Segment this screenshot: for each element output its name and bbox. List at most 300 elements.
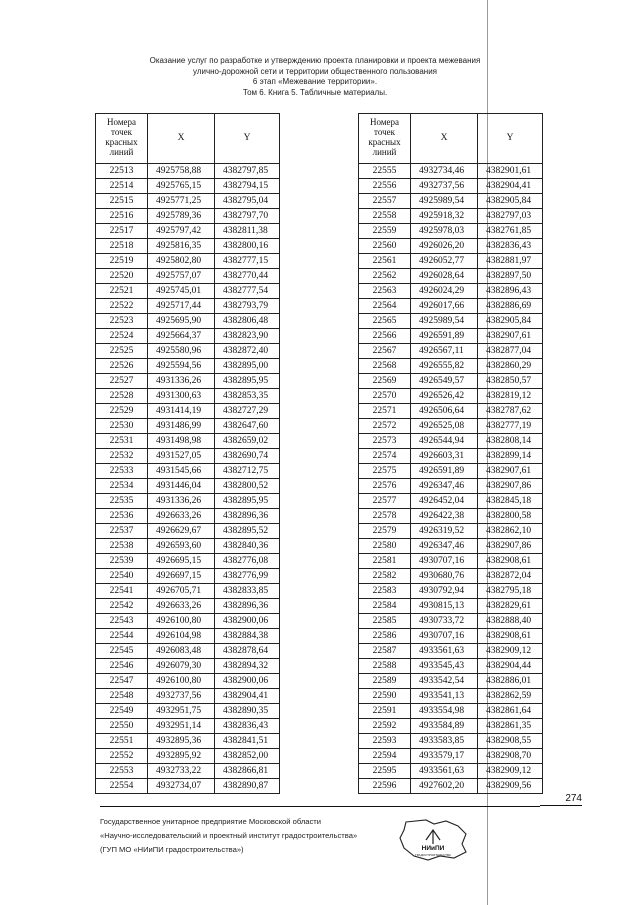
column-header-x: X — [411, 114, 478, 164]
x-coordinate-cell: 4925664,37 — [148, 329, 215, 344]
table-row — [96, 404, 280, 419]
table-row — [96, 689, 280, 704]
x-coordinate-cell: 4925580,96 — [148, 344, 215, 359]
point-number-cell: 22539 — [96, 554, 148, 569]
point-number-cell: 22548 — [96, 689, 148, 704]
y-coordinate-cell: 4382862,10 — [478, 524, 543, 539]
x-coordinate-cell: 4926567,11 — [411, 344, 478, 359]
x-coordinate-cell: 4930733,72 — [411, 614, 478, 629]
y-coordinate-cell: 4382897,50 — [478, 269, 543, 284]
x-coordinate-cell: 4932895,92 — [148, 749, 215, 764]
header-line-2: улично-дорожной сети и территории общественного пользования — [193, 66, 437, 76]
y-coordinate-cell: 4382833,85 — [215, 584, 280, 599]
point-number-cell: 22591 — [359, 704, 411, 719]
x-coordinate-cell: 4932737,56 — [411, 179, 478, 194]
institute-logo — [396, 818, 470, 862]
y-coordinate-cell: 4382797,70 — [215, 209, 280, 224]
y-coordinate-cell: 4382899,14 — [478, 449, 543, 464]
table-row — [96, 374, 280, 389]
x-coordinate-cell: 4931336,26 — [148, 374, 215, 389]
point-number-cell: 22558 — [359, 209, 411, 224]
x-coordinate-cell: 4926028,64 — [411, 269, 478, 284]
column-header-y: Y — [478, 114, 543, 164]
x-coordinate-cell: 4931300,63 — [148, 389, 215, 404]
footer-line-2: «Научно-исследовательский и проектный институт градостроительства» — [100, 831, 358, 840]
y-coordinate-cell: 4382872,40 — [215, 344, 280, 359]
page-number: 274 — [540, 792, 582, 806]
table-row — [96, 329, 280, 344]
table-body-left — [96, 164, 280, 794]
table-row — [96, 344, 280, 359]
y-coordinate-cell: 4382888,40 — [478, 614, 543, 629]
y-coordinate-cell: 4382808,14 — [478, 434, 543, 449]
table-row — [96, 464, 280, 479]
table-row — [359, 194, 543, 209]
point-number-cell: 22529 — [96, 404, 148, 419]
table-row — [96, 179, 280, 194]
x-coordinate-cell: 4926452,04 — [411, 494, 478, 509]
y-coordinate-cell: 4382862,59 — [478, 689, 543, 704]
y-coordinate-cell: 4382895,00 — [215, 359, 280, 374]
point-number-cell: 22559 — [359, 224, 411, 239]
x-coordinate-cell: 4925757,07 — [148, 269, 215, 284]
table-row — [96, 299, 280, 314]
point-number-cell: 22587 — [359, 644, 411, 659]
table-row — [96, 614, 280, 629]
y-coordinate-cell: 4382777,54 — [215, 284, 280, 299]
x-coordinate-cell: 4932734,07 — [148, 779, 215, 794]
point-number-cell: 22543 — [96, 614, 148, 629]
x-coordinate-cell: 4932895,36 — [148, 734, 215, 749]
x-coordinate-cell: 4930792,94 — [411, 584, 478, 599]
column-header-y: Y — [215, 114, 280, 164]
x-coordinate-cell: 4926052,77 — [411, 254, 478, 269]
x-coordinate-cell: 4932737,56 — [148, 689, 215, 704]
x-coordinate-cell: 4926525,08 — [411, 419, 478, 434]
y-coordinate-cell: 4382647,60 — [215, 419, 280, 434]
x-coordinate-cell: 4925789,36 — [148, 209, 215, 224]
point-number-cell: 22514 — [96, 179, 148, 194]
point-number-cell: 22585 — [359, 614, 411, 629]
table-row — [96, 389, 280, 404]
y-coordinate-cell: 4382905,84 — [478, 194, 543, 209]
point-number-cell: 22581 — [359, 554, 411, 569]
point-number-cell: 22576 — [359, 479, 411, 494]
y-coordinate-cell: 4382886,69 — [478, 299, 543, 314]
point-number-cell: 22594 — [359, 749, 411, 764]
y-coordinate-cell: 4382890,35 — [215, 704, 280, 719]
point-number-cell: 22545 — [96, 644, 148, 659]
table-row — [359, 569, 543, 584]
y-coordinate-cell: 4382896,43 — [478, 284, 543, 299]
point-number-cell: 22556 — [359, 179, 411, 194]
y-coordinate-cell: 4382794,15 — [215, 179, 280, 194]
point-number-cell: 22537 — [96, 524, 148, 539]
y-coordinate-cell: 4382795,18 — [478, 584, 543, 599]
point-number-cell: 22555 — [359, 164, 411, 179]
table-row — [359, 554, 543, 569]
x-coordinate-cell: 4926319,52 — [411, 524, 478, 539]
table-row — [359, 524, 543, 539]
y-coordinate-cell: 4382900,06 — [215, 674, 280, 689]
y-coordinate-cell: 4382895,95 — [215, 374, 280, 389]
table-row — [359, 404, 543, 419]
point-number-cell: 22535 — [96, 494, 148, 509]
point-number-cell: 22580 — [359, 539, 411, 554]
y-coordinate-cell: 4382878,64 — [215, 644, 280, 659]
x-coordinate-cell: 4933561,63 — [411, 644, 478, 659]
x-coordinate-cell: 4925918,32 — [411, 209, 478, 224]
table-row — [359, 299, 543, 314]
y-coordinate-cell: 4382909,56 — [478, 779, 543, 794]
y-coordinate-cell: 4382727,29 — [215, 404, 280, 419]
footer-line-1: Государственное унитарное предприятие Московской области — [100, 817, 322, 826]
coordinates-table-left — [95, 113, 280, 794]
table-row — [96, 419, 280, 434]
table-row — [96, 209, 280, 224]
table-row — [359, 464, 543, 479]
y-coordinate-cell: 4382811,38 — [215, 224, 280, 239]
x-coordinate-cell: 4925816,35 — [148, 239, 215, 254]
table-row — [96, 659, 280, 674]
y-coordinate-cell: 4382836,43 — [215, 719, 280, 734]
x-coordinate-cell: 4926100,80 — [148, 674, 215, 689]
table-row — [359, 539, 543, 554]
x-coordinate-cell: 4926104,98 — [148, 629, 215, 644]
point-number-cell: 22583 — [359, 584, 411, 599]
column-header-x: X — [148, 114, 215, 164]
x-coordinate-cell: 4926024,29 — [411, 284, 478, 299]
point-number-cell: 22525 — [96, 344, 148, 359]
y-coordinate-cell: 4382907,86 — [478, 539, 543, 554]
x-coordinate-cell: 4926422,38 — [411, 509, 478, 524]
point-number-cell: 22586 — [359, 629, 411, 644]
table-row — [96, 449, 280, 464]
x-coordinate-cell: 4931486,99 — [148, 419, 215, 434]
point-number-cell: 22532 — [96, 449, 148, 464]
table-row — [96, 719, 280, 734]
x-coordinate-cell: 4933554,98 — [411, 704, 478, 719]
x-coordinate-cell: 4926633,26 — [148, 509, 215, 524]
point-number-cell: 22592 — [359, 719, 411, 734]
document-header — [100, 56, 530, 98]
x-coordinate-cell: 4926026,20 — [411, 239, 478, 254]
point-number-cell: 22573 — [359, 434, 411, 449]
point-number-cell: 22590 — [359, 689, 411, 704]
x-coordinate-cell: 4927602,20 — [411, 779, 478, 794]
y-coordinate-cell: 4382909,12 — [478, 764, 543, 779]
table-row — [96, 644, 280, 659]
table-row — [96, 254, 280, 269]
y-coordinate-cell: 4382845,18 — [478, 494, 543, 509]
x-coordinate-cell: 4926603,31 — [411, 449, 478, 464]
x-coordinate-cell: 4926100,80 — [148, 614, 215, 629]
point-number-cell: 22519 — [96, 254, 148, 269]
table-row — [96, 539, 280, 554]
point-number-cell: 22563 — [359, 284, 411, 299]
x-coordinate-cell: 4933584,89 — [411, 719, 478, 734]
header-line-1: Оказание услуг по разработке и утверждению проекта планировки и проекта межевания — [149, 56, 481, 65]
point-number-cell: 22547 — [96, 674, 148, 689]
x-coordinate-cell: 4933541,13 — [411, 689, 478, 704]
table-row — [359, 269, 543, 284]
point-number-cell: 22566 — [359, 329, 411, 344]
x-coordinate-cell: 4925989,54 — [411, 194, 478, 209]
x-coordinate-cell: 4933583,85 — [411, 734, 478, 749]
table-row — [96, 764, 280, 779]
table-row — [359, 449, 543, 464]
table-row — [359, 509, 543, 524]
x-coordinate-cell: 4931545,66 — [148, 464, 215, 479]
x-coordinate-cell: 4932951,75 — [148, 704, 215, 719]
table-row — [359, 164, 543, 179]
table-row — [359, 689, 543, 704]
table-row — [96, 584, 280, 599]
point-number-cell: 22533 — [96, 464, 148, 479]
y-coordinate-cell: 4382836,43 — [478, 239, 543, 254]
point-number-cell: 22530 — [96, 419, 148, 434]
x-coordinate-cell: 4925771,25 — [148, 194, 215, 209]
x-coordinate-cell: 4926544,94 — [411, 434, 478, 449]
y-coordinate-cell: 4382712,75 — [215, 464, 280, 479]
x-coordinate-cell: 4926705,71 — [148, 584, 215, 599]
x-coordinate-cell: 4925594,56 — [148, 359, 215, 374]
x-coordinate-cell: 4925802,80 — [148, 254, 215, 269]
point-number-cell: 22584 — [359, 599, 411, 614]
table-row — [359, 179, 543, 194]
x-coordinate-cell: 4933542,54 — [411, 674, 478, 689]
point-number-cell: 22560 — [359, 239, 411, 254]
table-row — [359, 359, 543, 374]
y-coordinate-cell: 4382853,35 — [215, 389, 280, 404]
point-number-cell: 22575 — [359, 464, 411, 479]
x-coordinate-cell: 4931446,04 — [148, 479, 215, 494]
x-coordinate-cell: 4931527,05 — [148, 449, 215, 464]
y-coordinate-cell: 4382800,52 — [215, 479, 280, 494]
table-row — [359, 599, 543, 614]
y-coordinate-cell: 4382852,00 — [215, 749, 280, 764]
y-coordinate-cell: 4382861,64 — [478, 704, 543, 719]
x-coordinate-cell: 4933545,43 — [411, 659, 478, 674]
y-coordinate-cell: 4382900,06 — [215, 614, 280, 629]
table-header-row — [96, 114, 280, 164]
header-line-4: Том 6. Книга 5. Табличные материалы. — [242, 87, 388, 97]
point-number-cell: 22524 — [96, 329, 148, 344]
point-number-cell: 22549 — [96, 704, 148, 719]
point-number-cell: 22596 — [359, 779, 411, 794]
table-row — [96, 629, 280, 644]
y-coordinate-cell: 4382905,84 — [478, 314, 543, 329]
x-coordinate-cell: 4933579,17 — [411, 749, 478, 764]
y-coordinate-cell: 4382841,51 — [215, 734, 280, 749]
table-row — [96, 314, 280, 329]
point-number-cell: 22561 — [359, 254, 411, 269]
table-row — [359, 644, 543, 659]
x-coordinate-cell: 4933561,63 — [411, 764, 478, 779]
point-number-cell: 22541 — [96, 584, 148, 599]
y-coordinate-cell: 4382659,02 — [215, 434, 280, 449]
x-coordinate-cell: 4926347,46 — [411, 539, 478, 554]
point-number-cell: 22569 — [359, 374, 411, 389]
table-row — [96, 479, 280, 494]
table-row — [96, 524, 280, 539]
table-header-row — [359, 114, 543, 164]
logo-subtitle: ГРАДОСТРОИТЕЛЬСТВА — [415, 853, 451, 857]
x-coordinate-cell: 4926633,26 — [148, 599, 215, 614]
table-row — [96, 779, 280, 794]
point-number-cell: 22578 — [359, 509, 411, 524]
table-row — [96, 749, 280, 764]
x-coordinate-cell: 4930815,13 — [411, 599, 478, 614]
table-body-right — [359, 164, 543, 794]
y-coordinate-cell: 4382908,61 — [478, 554, 543, 569]
x-coordinate-cell: 4925745,01 — [148, 284, 215, 299]
y-coordinate-cell: 4382690,74 — [215, 449, 280, 464]
logo-name: НИиПИ — [421, 845, 445, 852]
x-coordinate-cell: 4925717,44 — [148, 299, 215, 314]
x-coordinate-cell: 4926593,60 — [148, 539, 215, 554]
table-row — [96, 494, 280, 509]
document-footer — [100, 815, 420, 857]
point-number-cell: 22582 — [359, 569, 411, 584]
y-coordinate-cell: 4382904,41 — [215, 689, 280, 704]
table-row — [359, 209, 543, 224]
point-number-cell: 22552 — [96, 749, 148, 764]
y-coordinate-cell: 4382793,79 — [215, 299, 280, 314]
x-coordinate-cell: 4926695,15 — [148, 554, 215, 569]
table-row — [359, 659, 543, 674]
point-number-cell: 22589 — [359, 674, 411, 689]
x-coordinate-cell: 4926347,46 — [411, 479, 478, 494]
table-row — [96, 569, 280, 584]
point-number-cell: 22577 — [359, 494, 411, 509]
y-coordinate-cell: 4382866,81 — [215, 764, 280, 779]
x-coordinate-cell: 4932733,22 — [148, 764, 215, 779]
x-coordinate-cell: 4926526,42 — [411, 389, 478, 404]
point-number-cell: 22518 — [96, 239, 148, 254]
point-number-cell: 22526 — [96, 359, 148, 374]
y-coordinate-cell: 4382872,04 — [478, 569, 543, 584]
table-row — [359, 224, 543, 239]
y-coordinate-cell: 4382823,90 — [215, 329, 280, 344]
table-row — [96, 734, 280, 749]
y-coordinate-cell: 4382895,52 — [215, 524, 280, 539]
table-row — [96, 509, 280, 524]
point-number-cell: 22588 — [359, 659, 411, 674]
x-coordinate-cell: 4931336,26 — [148, 494, 215, 509]
x-coordinate-cell: 4926083,48 — [148, 644, 215, 659]
y-coordinate-cell: 4382761,85 — [478, 224, 543, 239]
point-number-cell: 22528 — [96, 389, 148, 404]
table-row — [359, 719, 543, 734]
table-row — [359, 749, 543, 764]
table-row — [359, 764, 543, 779]
point-number-cell: 22521 — [96, 284, 148, 299]
table-row — [359, 434, 543, 449]
x-coordinate-cell: 4926549,57 — [411, 374, 478, 389]
point-number-cell: 22536 — [96, 509, 148, 524]
x-coordinate-cell: 4925797,42 — [148, 224, 215, 239]
point-number-cell: 22522 — [96, 299, 148, 314]
x-coordinate-cell: 4926591,89 — [411, 329, 478, 344]
point-number-cell: 22570 — [359, 389, 411, 404]
x-coordinate-cell: 4926079,30 — [148, 659, 215, 674]
footer-line-3: (ГУП МО «НИиПИ градостроительства») — [100, 845, 244, 854]
table-row — [96, 224, 280, 239]
table-row — [359, 614, 543, 629]
y-coordinate-cell: 4382777,15 — [215, 254, 280, 269]
table-row — [96, 434, 280, 449]
y-coordinate-cell: 4382908,61 — [478, 629, 543, 644]
y-coordinate-cell: 4382877,04 — [478, 344, 543, 359]
x-coordinate-cell: 4926506,64 — [411, 404, 478, 419]
table-row — [96, 284, 280, 299]
header-line-3: 6 этап «Межевание территории». — [252, 77, 378, 86]
point-number-cell: 22550 — [96, 719, 148, 734]
x-coordinate-cell: 4926017,66 — [411, 299, 478, 314]
y-coordinate-cell: 4382904,41 — [478, 179, 543, 194]
table-row — [359, 494, 543, 509]
x-coordinate-cell: 4926591,89 — [411, 464, 478, 479]
y-coordinate-cell: 4382901,61 — [478, 164, 543, 179]
table-row — [96, 674, 280, 689]
table-row — [359, 344, 543, 359]
point-number-cell: 22557 — [359, 194, 411, 209]
y-coordinate-cell: 4382797,85 — [215, 164, 280, 179]
y-coordinate-cell: 4382819,12 — [478, 389, 543, 404]
x-coordinate-cell: 4926697,15 — [148, 569, 215, 584]
y-coordinate-cell: 4382884,38 — [215, 629, 280, 644]
point-number-cell: 22534 — [96, 479, 148, 494]
column-header-number: Номера точек красных линий — [96, 114, 148, 164]
point-number-cell: 22574 — [359, 449, 411, 464]
y-coordinate-cell: 4382860,29 — [478, 359, 543, 374]
x-coordinate-cell: 4930680,76 — [411, 569, 478, 584]
table-row — [96, 164, 280, 179]
point-number-cell: 22538 — [96, 539, 148, 554]
table-row — [96, 269, 280, 284]
point-number-cell: 22595 — [359, 764, 411, 779]
x-coordinate-cell: 4925765,15 — [148, 179, 215, 194]
point-number-cell: 22546 — [96, 659, 148, 674]
x-coordinate-cell: 4926629,67 — [148, 524, 215, 539]
table-row — [96, 239, 280, 254]
point-number-cell: 22571 — [359, 404, 411, 419]
table-row — [359, 239, 543, 254]
y-coordinate-cell: 4382881,97 — [478, 254, 543, 269]
table-row — [96, 599, 280, 614]
y-coordinate-cell: 4382776,99 — [215, 569, 280, 584]
point-number-cell: 22579 — [359, 524, 411, 539]
point-number-cell: 22531 — [96, 434, 148, 449]
y-coordinate-cell: 4382896,36 — [215, 599, 280, 614]
y-coordinate-cell: 4382907,61 — [478, 329, 543, 344]
point-number-cell: 22572 — [359, 419, 411, 434]
y-coordinate-cell: 4382800,58 — [478, 509, 543, 524]
table-row — [359, 314, 543, 329]
y-coordinate-cell: 4382850,57 — [478, 374, 543, 389]
point-number-cell: 22513 — [96, 164, 148, 179]
x-coordinate-cell: 4930707,16 — [411, 554, 478, 569]
column-header-number: Номера точек красных линий — [359, 114, 411, 164]
table-row — [359, 674, 543, 689]
y-coordinate-cell: 4382800,16 — [215, 239, 280, 254]
point-number-cell: 22551 — [96, 734, 148, 749]
table-row — [359, 419, 543, 434]
x-coordinate-cell: 4925989,54 — [411, 314, 478, 329]
table-row — [359, 254, 543, 269]
x-coordinate-cell: 4925758,88 — [148, 164, 215, 179]
